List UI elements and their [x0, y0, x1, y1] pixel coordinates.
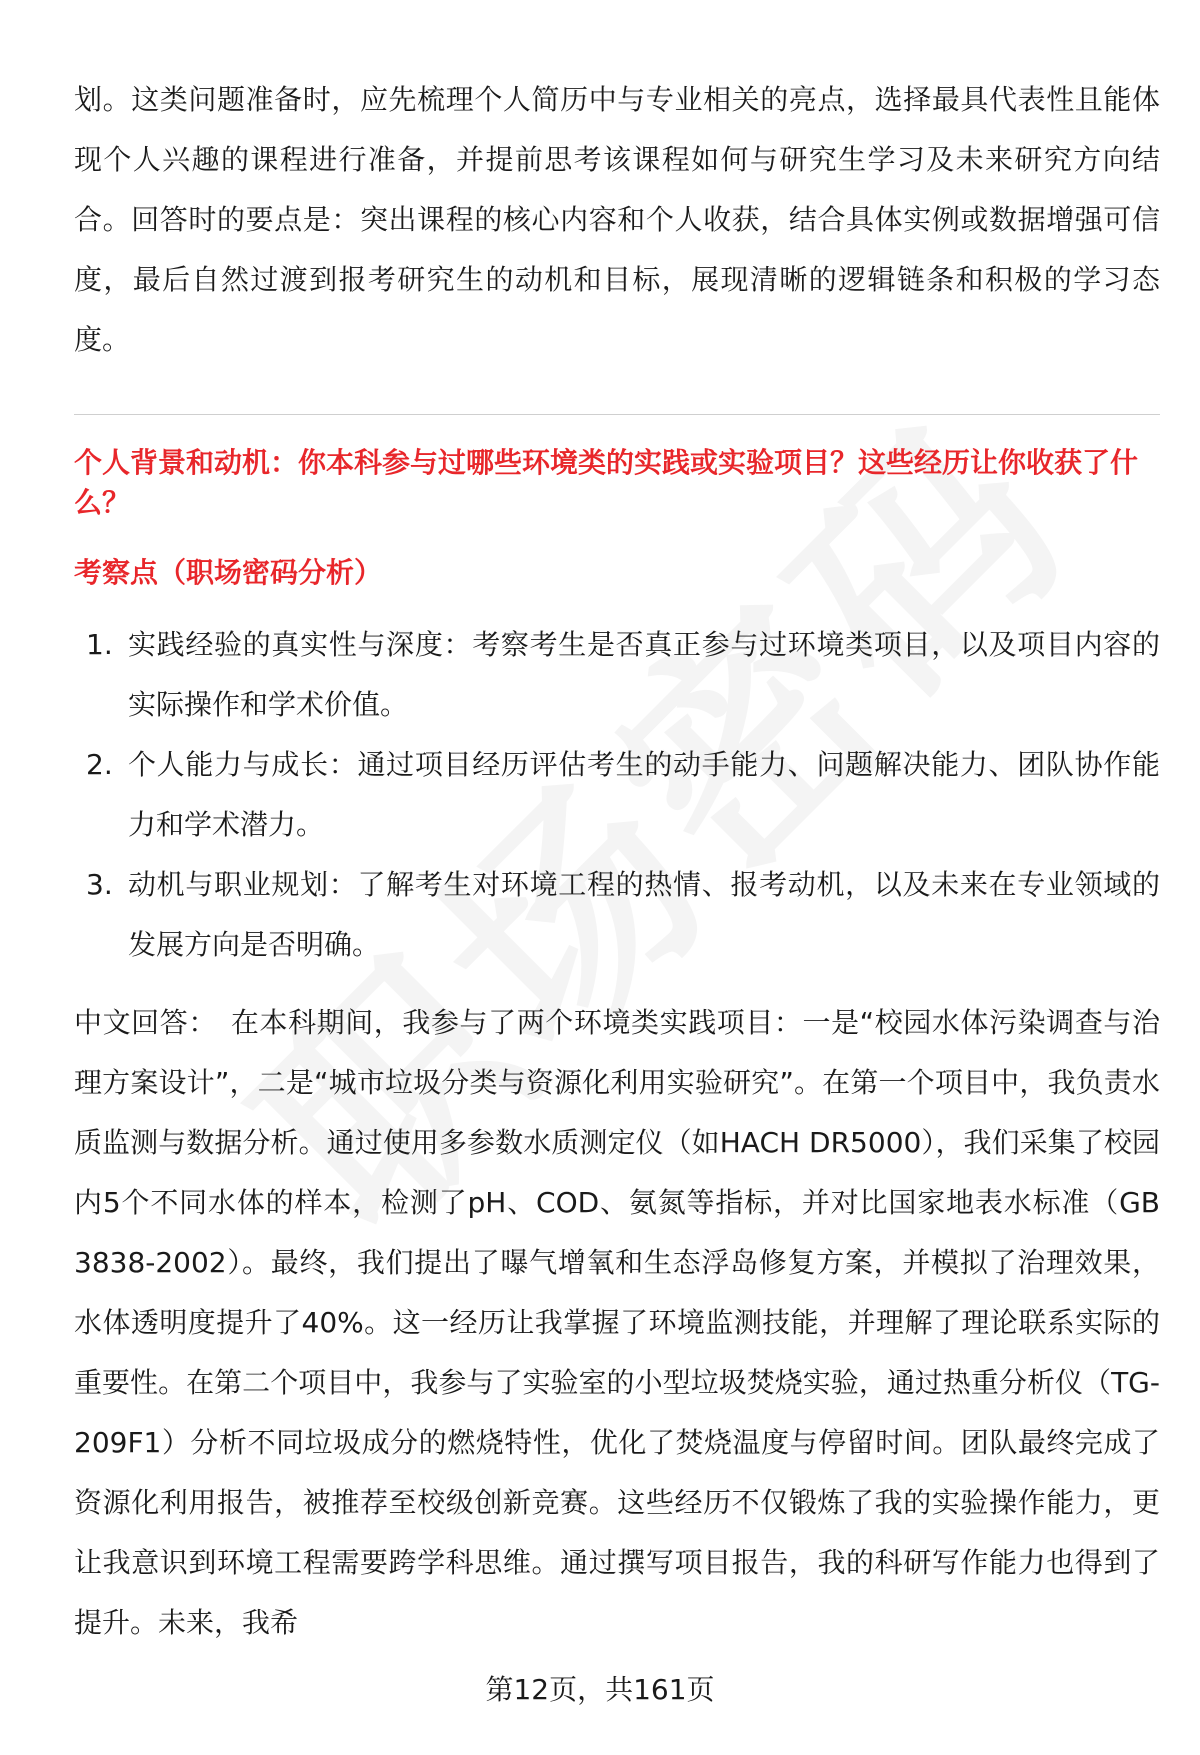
- answer-label: 中文回答：: [74, 1006, 217, 1039]
- list-number: 2.: [86, 748, 113, 781]
- analysis-points-list: [74, 615, 1160, 975]
- list-item-text: 动机与职业规划：了解考生对环境工程的热情、报考动机，以及未来在专业领域的发展方向是否明确。: [128, 868, 1160, 961]
- list-item-text: 实践经验的真实性与深度：考察考生是否真正参与过环境类项目，以及项目内容的实际操作和学术价值。: [128, 628, 1160, 721]
- list-number: 1.: [86, 628, 113, 661]
- list-item: [74, 855, 1160, 975]
- section-title: 考察点（职场密码分析）: [74, 556, 383, 589]
- page-content: [74, 70, 1160, 1653]
- answer-paragraph: [74, 993, 1160, 1653]
- list-item-text: 个人能力与成长：通过项目经历评估考生的动手能力、问题解决能力、团队协作能力和学术潜力。: [128, 748, 1160, 841]
- question-heading: 个人背景和动机：你本科参与过哪些环境类的实践或实验项目？这些经历让你收获了什么？: [74, 446, 1139, 519]
- list-number: 3.: [86, 868, 113, 901]
- section-divider: [74, 414, 1160, 415]
- answer-text: 在本科期间，我参与了两个环境类实践项目：一是“校园水体污染调查与治理方案设计”，二是“城市垃圾分类与资源化利用实验研究”。在第一个项目中，我负责水质监测与数据分析。通过使用多参数水质测定仪（如HACH DR5000），我们采集了校园内5个不同水体的样本，检测了pH、COD、氨氮等指标，并对比国家地表水标准（GB 3838-2002）。最终，我们提出了曝气增氧和生态浮岛修复方案，并模拟了治理效果，水体透明度提升了40%。这一经历让我掌握了环境监测技能，并理解了理论联系实际的重要性。在第二个项目中，我参与了实验室的小型垃圾焚烧实验，通过热重分析仪（TG-209F1）分析不同垃圾成分的燃烧特性，优化了焚烧温度与停留时间。团队最终完成了资源化利用报告，被推荐至校级创新竞赛。这些经历不仅锻炼了我的实验操作能力，更让我意识到环境工程需要跨学科思维。通过撰写项目报告，我的科研写作能力也得到了提升。未来，我希: [74, 1006, 1160, 1639]
- intro-paragraph: 划。这类问题准备时，应先梳理个人简历中与专业相关的亮点，选择最具代表性且能体现个人兴趣的课程进行准备，并提前思考该课程如何与研究生学习及未来研究方向结合。回答时的要点是：突出课程的核心内容和个人收获，结合具体实例或数据增强可信度，最后自然过渡到报考研究生的动机和目标，展现清晰的逻辑链条和积极的学习态度。: [74, 83, 1160, 356]
- list-item: [74, 615, 1160, 735]
- list-item: [74, 735, 1160, 855]
- page-footer: 第12页，共161页: [485, 1673, 715, 1706]
